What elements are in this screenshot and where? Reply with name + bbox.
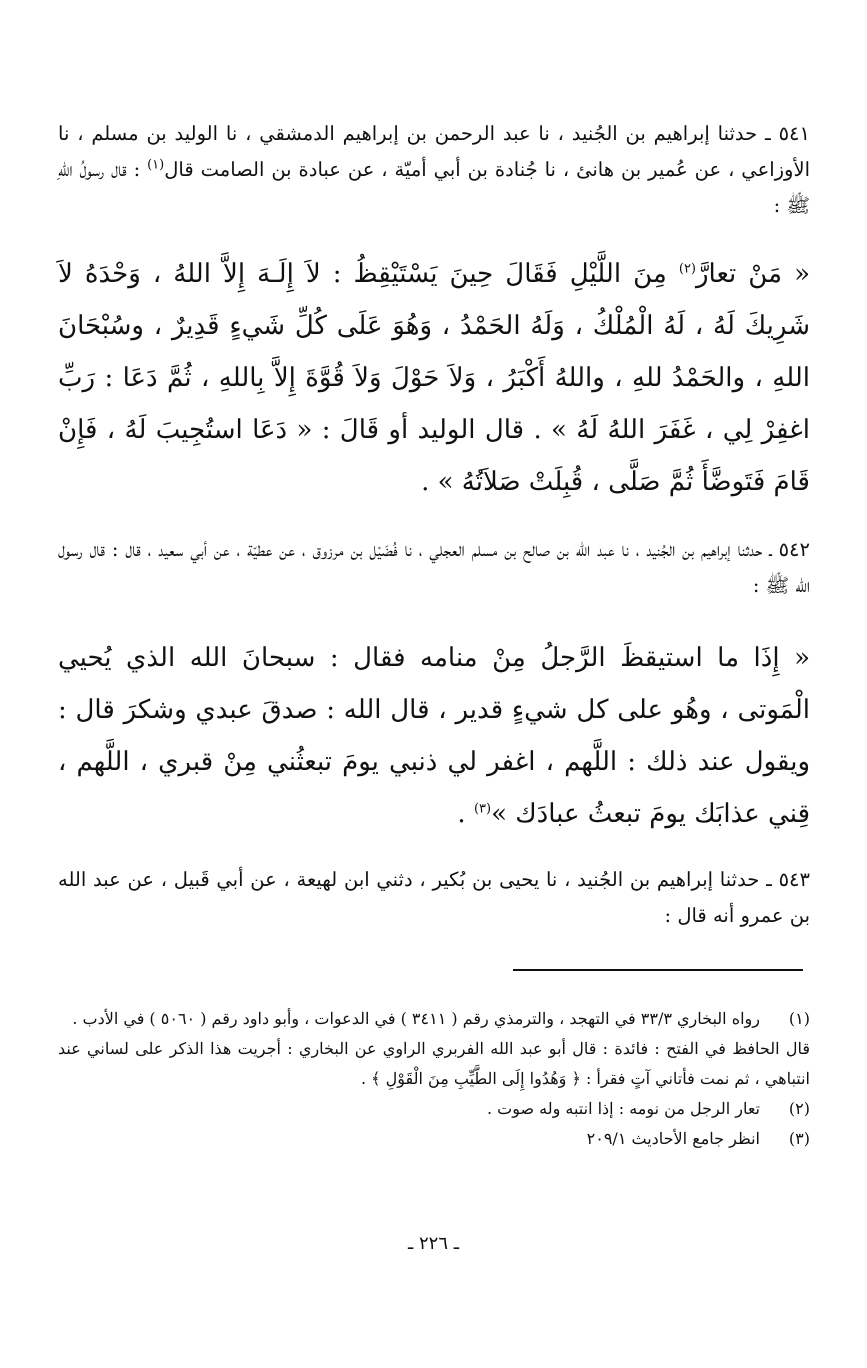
footnote-1-number: (١)	[788, 1009, 810, 1028]
footnote-marker-1[interactable]: (١)	[147, 157, 165, 173]
hadith-541-matn-start: « مَنْ تعارَّ	[696, 259, 810, 289]
footnote-2-text: تعار الرجل من نومه : إذا انتبه وله صوت .	[486, 1099, 760, 1118]
hadith-541-isnad-text: ٥٤١ ـ حدثنا إبراهيم بن الجُنيد ، نا عبد الرحمن بن إبراهيم الدمشقي ، نا الوليد بن مسلم ، نا الأوزاعي ، عن عُمير بن هانئ ، نا جُنادة بن أبي أميّة ، عن عبادة بن الصامت قال	[58, 122, 810, 181]
hadith-541-isnad	[58, 116, 810, 224]
footnote-3-text: انظر جامع الأحاديث ٢٠٩/١	[586, 1129, 760, 1148]
footnote-2-number: (٢)	[788, 1099, 810, 1118]
footnote-marker-2[interactable]: (٢)	[678, 261, 696, 277]
footnote-1	[58, 1004, 810, 1034]
hadith-541-isnad-end: : قال رسولُ اللهِ ﷺ :	[58, 158, 810, 217]
hadith-542-isnad: ٥٤٢ ـ حدثنا إبراهيم بن الجُنيد ، نا عبد الله بن صالح بن مسلم العجلي ، نا فُضَيْل بن مرزوق ، عن عطيّة ، عن أبي سعيد ، قال : قال رسول الله ﷺ :	[58, 538, 810, 597]
footnote-3-number: (٣)	[788, 1129, 810, 1148]
page-number: ـ ٢٢٦ ـ	[407, 1233, 459, 1254]
footnote-separator	[513, 969, 803, 971]
hadith-541-matn	[58, 248, 810, 508]
hadith-543-isnad: ٥٤٣ ـ حدثنا إبراهيم بن الجُنيد ، نا يحيى بن بُكير ، دثني ابن لهيعة ، عن أبي قَبيل ، عن عبد الله بن عمرو أنه قال :	[58, 868, 810, 927]
hadith-542-matn	[58, 632, 810, 840]
hadith-541-matn-rest: مِنَ اللَّيْلِ فَقَالَ حِينَ يَسْتَيْقِظُ : لاَ إِلَـهَ إِلاَّ اللهُ ، وَحْدَهُ لاَ شَرِيكَ لَهُ ، لَهُ الْمُلْكُ ، وَلَهُ الحَمْدُ ، وَهُوَ عَلَى كُلِّ شَيءٍ قَدِيرٌ ، وسُبْحَانَ اللهِ ، والحَمْدُ للهِ ، واللهُ أَكْبَرُ ، وَلاَ حَوْلَ وَلاَ قُوَّةَ إِلاَّ بِاللهِ ، ثُمَّ دَعَا : رَبِّ اغفِرْ لِي ، غَفَرَ اللهُ لَهُ » . قال الوليد أو قَالَ : « دَعَا استُجِيبَ لَهُ ، فَإِنْ قَامَ فَتَوضَّأَ ثُمَّ صَلَّى ، قُبِلَتْ صَلاَتُهُ » .	[58, 259, 810, 497]
footnote-2	[58, 1094, 810, 1124]
footnote-1-text: رواه البخاري ٣٣/٣ في التهجد ، والترمذي رقم ( ٣٤١١ ) في الدعوات ، وأبو داود رقم ( ٥٠٦٠ ) في الأدب .	[72, 1009, 760, 1028]
footnotes	[58, 1004, 810, 1154]
footnote-1-continuation: قال الحافظ في الفتح : فائدة : قال أبو عبد الله الفربري الراوي عن البخاري : أجريت هذا الذكر على لساني عند انتباهي ، ثم نمت فأتاني آتٍ فقرأ : ﴿ وَهُدُوا إِلَى الطَّيِّبِ مِنَ الْقَوْلِ ﴾ .	[58, 1039, 810, 1088]
hadith-542-matn-end: .	[457, 799, 474, 829]
footnote-3	[58, 1124, 810, 1154]
footnote-marker-3[interactable]: (٣)	[473, 801, 492, 817]
hadith-542-matn-text: « إِذَا ما استيقظَ الرَّجلُ مِنْ منامه فقال : سبحانَ الله الذي يُحيي الْمَوتى ، وهُو على كل شيءٍ قدير ، قال الله : صدقَ عبدي وشكرَ قال : ويقول عند ذلك : اللَّهم ، اغفر لي ذنبي يومَ تبعثُني مِنْ قبري ، اللَّهم ، قِني عذابَك يومَ تبعثُ عبادَك »	[58, 643, 810, 829]
